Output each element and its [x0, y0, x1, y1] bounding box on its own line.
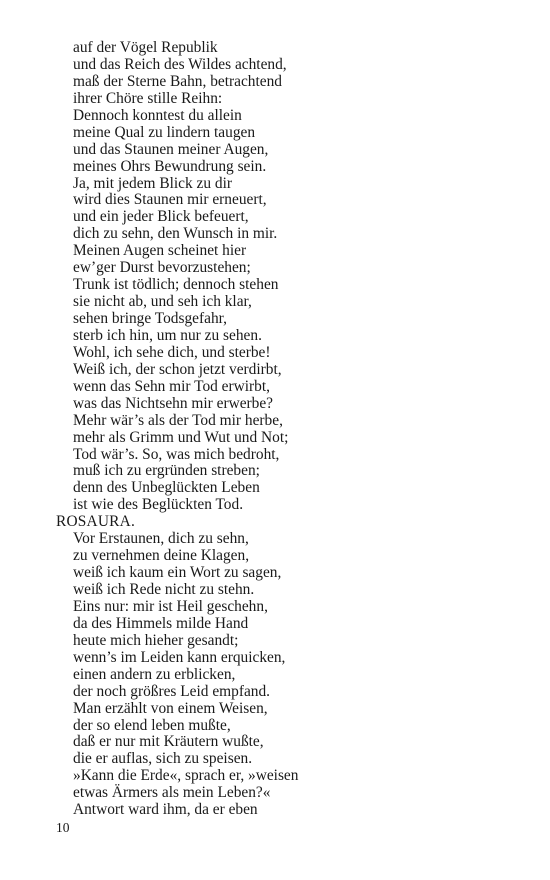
verse-line: der noch größres Leid empfand. [73, 682, 271, 700]
verse-line: Eins nur: mir ist Heil geschehn, [73, 597, 268, 615]
verse-line: zu vernehmen deine Klagen, [73, 547, 250, 565]
verse-line: ist wie des Beglückten Tod. [73, 496, 244, 514]
verse-text [56, 40, 298, 819]
verse-line: maß der Sterne Bahn, betrachtend [73, 72, 282, 90]
verse-line: daß er nur mit Kräutern wußte, [73, 733, 264, 751]
verse-line: Wohl, ich sehe dich, und sterbe! [73, 343, 271, 361]
page-number: 10 [56, 820, 70, 835]
verse-line: »Kann die Erde«, sprach er, »weisen [73, 767, 299, 785]
verse-line: sie nicht ab, und seh ich klar, [73, 293, 252, 311]
verse-line: Mehr wär’s als der Tod mir herbe, [73, 411, 283, 429]
verse-line: ihrer Chöre stille Reihn: [73, 89, 223, 107]
verse-line: und das Staunen meiner Augen, [73, 140, 269, 158]
verse-line: meine Qual zu lindern taugen [73, 123, 256, 141]
verse-line: weiß ich Rede nicht zu stehn. [73, 581, 255, 598]
verse-line: wenn das Sehn mir Tod erwirbt, [73, 377, 270, 395]
verse-line: sehen bringe Todsgefahr, [73, 310, 228, 327]
verse-line: und ein jeder Blick befeuert, [73, 208, 249, 226]
verse-line: etwas Ärmers als mein Leben?« [73, 784, 271, 802]
verse-line: Tod wär’s. So, was mich bedroht, [73, 445, 280, 463]
verse-line: dich zu sehn, den Wunsch in mir. [73, 225, 278, 243]
verse-line: mehr als Grimm und Wut und Not; [73, 428, 289, 446]
verse-line: Meinen Augen scheinet hier [73, 242, 247, 260]
verse-line: auf der Vögel Republik [73, 39, 218, 56]
verse-line: meines Ohrs Bewundrung sein. [73, 157, 267, 175]
verse-line: Man erzählt von einem Weisen, [73, 699, 268, 717]
verse-line: heute mich hieher gesandt; [73, 631, 239, 649]
verse-line: einen andern zu erblicken, [73, 665, 236, 683]
verse-line: weiß ich kaum ein Wort zu sagen, [73, 564, 282, 582]
verse-line: der so elend leben mußte, [73, 716, 231, 734]
speaker-name: ROSAURA. [56, 513, 135, 531]
verse-line: muß ich zu ergründen streben; [73, 462, 260, 480]
verse-line: Weiß ich, der schon jetzt verdirbt, [73, 360, 282, 378]
verse-line: wird dies Staunen mir erneuert, [73, 191, 267, 209]
verse-line: die er auflas, sich zu speisen. [73, 750, 253, 768]
verse-line: Trunk ist tödlich; dennoch stehen [73, 276, 279, 294]
verse-line: Antwort ward ihm, da er eben [73, 801, 258, 819]
verse-line: was das Nichtsehn mir erwerbe? [73, 394, 274, 412]
verse-line: und das Reich des Wildes achtend, [73, 55, 287, 73]
verse-line: Ja, mit jedem Blick zu dir [73, 174, 233, 192]
verse-line: ew’ger Durst bevorzustehen; [73, 259, 251, 277]
verse-line: da des Himmels milde Hand [73, 614, 249, 632]
verse-line: Dennoch konntest du allein [73, 106, 242, 124]
verse-line: wenn’s im Leiden kann erquicken, [73, 648, 286, 666]
verse-line: sterb ich hin, um nur zu sehen. [73, 326, 262, 344]
verse-line: Vor Erstaunen, dich zu sehn, [73, 530, 249, 548]
verse-line: denn des Unbeglückten Leben [73, 479, 260, 497]
